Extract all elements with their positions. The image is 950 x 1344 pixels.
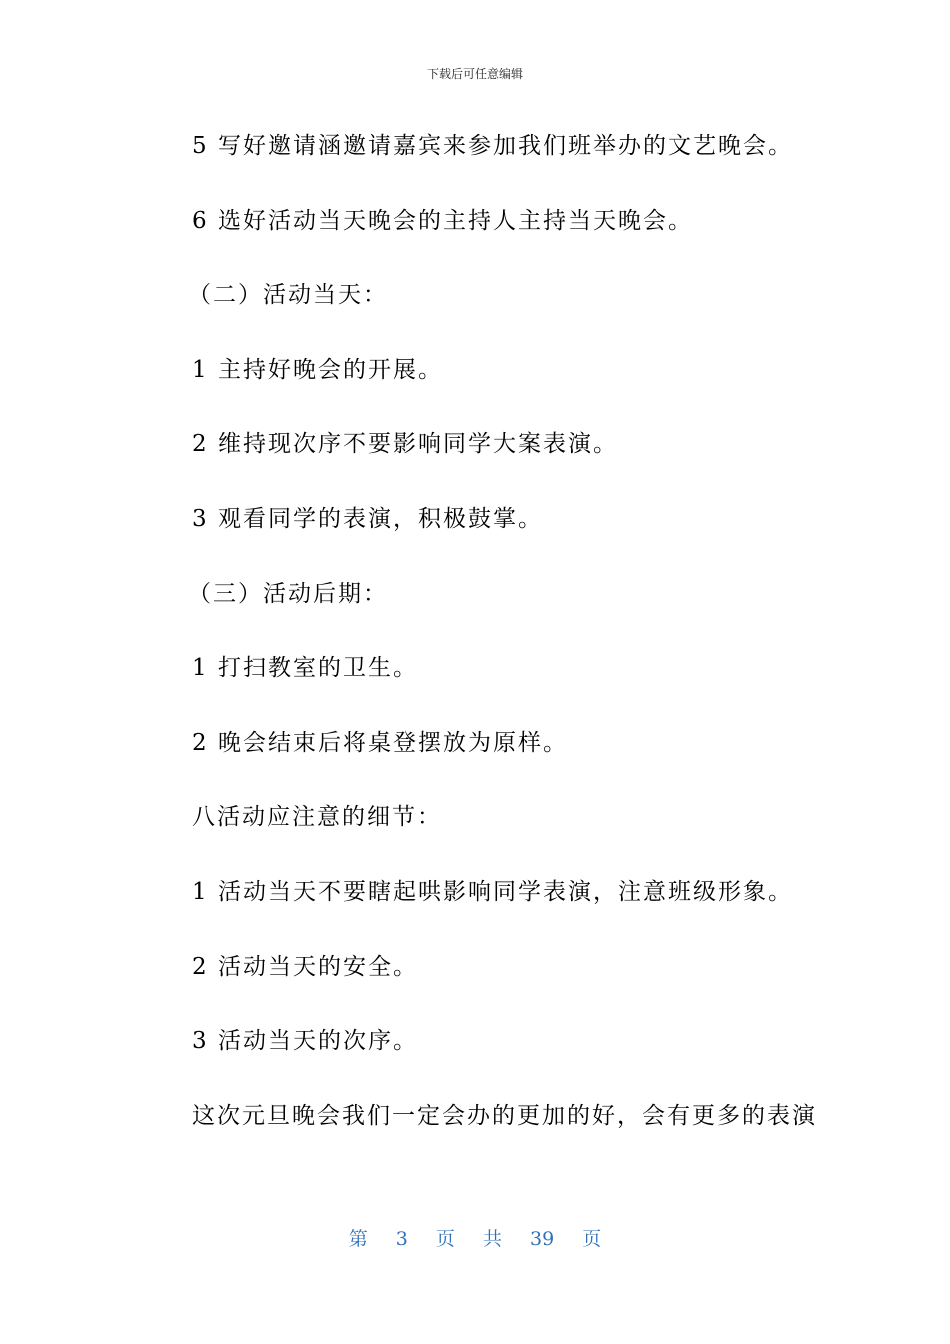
document-body <box>188 128 817 1172</box>
header-note: 下载后可任意编辑 <box>426 67 523 81</box>
section-heading: 八活动应注意的细节： <box>192 804 442 831</box>
footer-label-gong: 共 <box>482 1228 502 1250</box>
paragraph-line: 2 晚会结束后将桌登摆放为原样。 <box>192 729 568 756</box>
paragraph-line: 3 活动当天的次序。 <box>192 1028 418 1055</box>
paragraph-line: 2 活动当天的安全。 <box>192 953 418 980</box>
paragraph-line: 1 打扫教室的卫生。 <box>192 655 418 682</box>
footer-label-ye2: 页 <box>582 1228 602 1250</box>
section-heading: （二）活动当天： <box>188 282 388 309</box>
total-pages: 39 <box>530 1228 555 1250</box>
page-number: 3 <box>395 1228 408 1250</box>
footer-label-ye: 页 <box>435 1228 455 1250</box>
paragraph-line: 5 写好邀请涵邀请嘉宾来参加我们班举办的文艺晚会。 <box>192 133 793 159</box>
paragraph-line: 1 主持好晚会的开展。 <box>192 356 443 383</box>
paragraph-line: 3 观看同学的表演，积极鼓掌。 <box>192 505 543 532</box>
paragraph-line: 6 选好活动当天晚会的主持人主持当天晚会。 <box>192 207 693 234</box>
paragraph-line: 2 维持现次序不要影响同学大案表演。 <box>192 431 618 458</box>
paragraph-line: 这次元旦晚会我们一定会办的更加的好，会有更多的表演 <box>192 1102 817 1129</box>
section-heading: （三）活动后期： <box>188 580 388 607</box>
paragraph-line: 1 活动当天不要瞎起哄影响同学表演，注意班级形象。 <box>192 878 793 905</box>
footer-label-di: 第 <box>348 1228 368 1250</box>
page-footer <box>0 1226 950 1252</box>
